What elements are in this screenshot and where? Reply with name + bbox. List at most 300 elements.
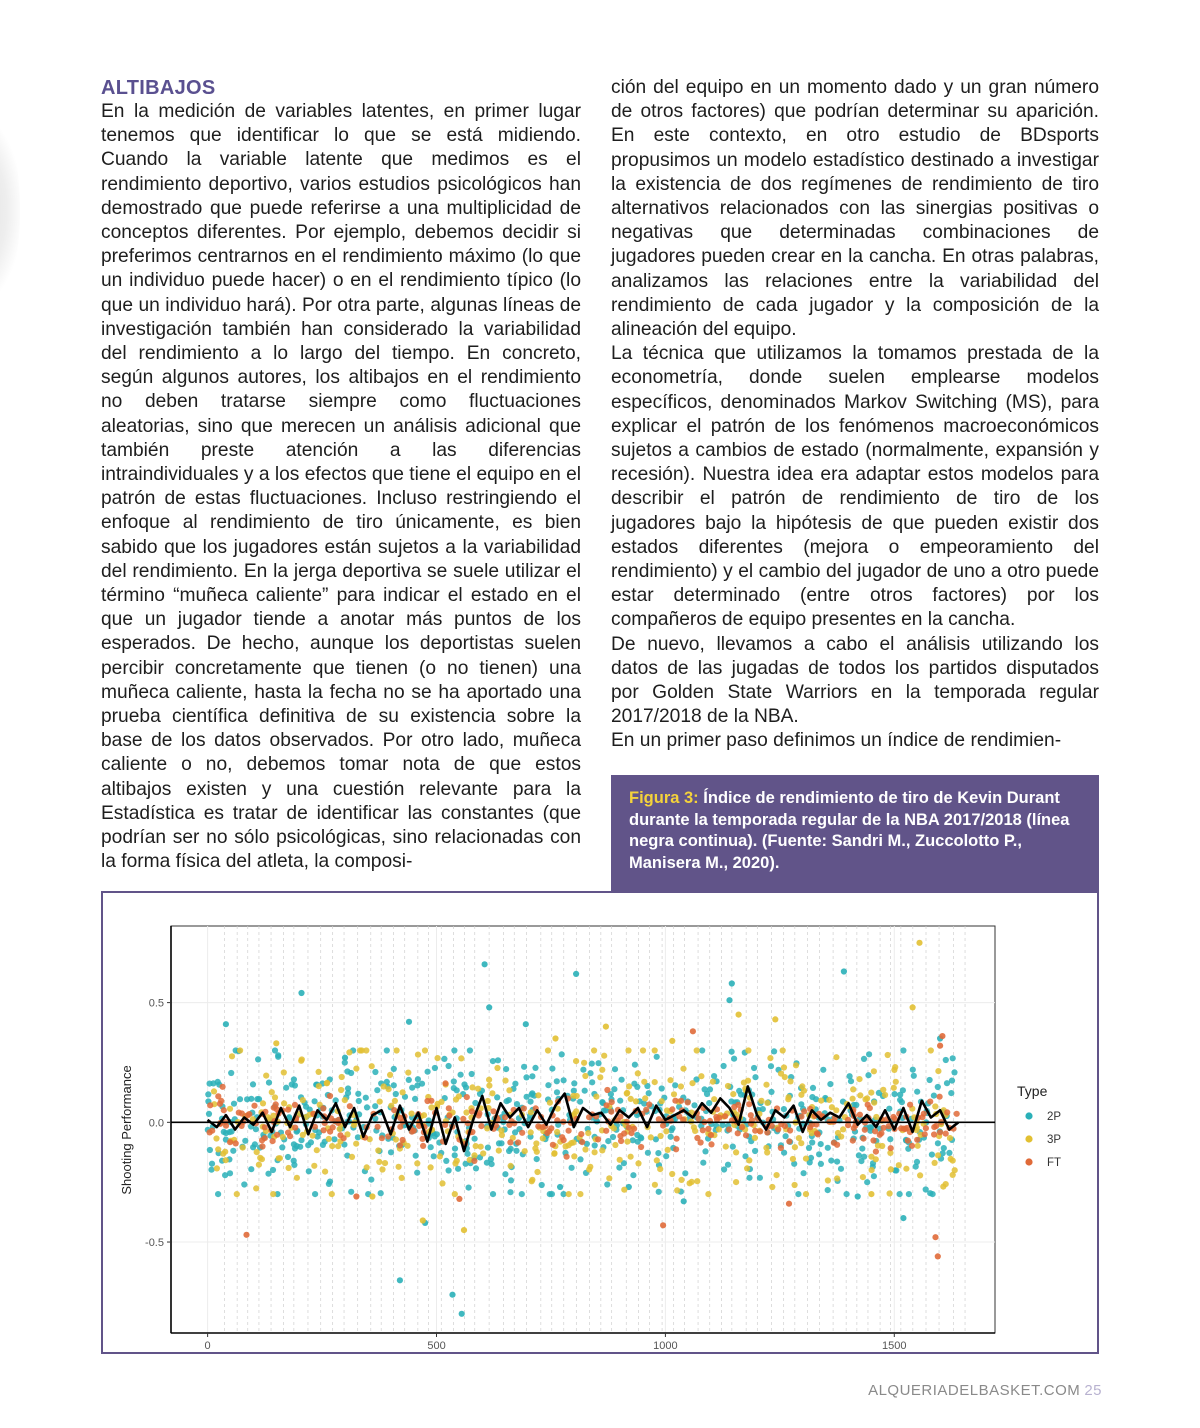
point-2p [899,1099,905,1105]
point-3p [857,1092,863,1098]
point-2p [935,1140,941,1146]
point-3p [744,1165,750,1171]
figure-3-chart [101,891,1099,1354]
point-ft [442,1080,448,1086]
point-3p [375,1147,381,1153]
point-3p [485,1098,491,1104]
point-3p [329,1191,335,1197]
point-3p [473,1143,479,1149]
point-3p [621,1187,627,1193]
point-2p [682,1170,688,1176]
point-ft [752,1128,758,1134]
point-2p [950,1055,956,1061]
point-3p [664,1107,670,1113]
point-3p [663,1128,669,1134]
point-2p [306,1168,312,1174]
y-axis-label: Shooting Performance [119,1065,134,1195]
point-2p [485,1145,491,1151]
point-3p [917,1172,923,1178]
point-2p [897,1191,903,1197]
point-2p [700,1160,706,1166]
point-2p [577,1156,583,1162]
point-2p [865,1072,871,1078]
point-3p [223,1157,229,1163]
point-3p [396,1164,402,1170]
point-3p [896,1162,902,1168]
point-3p [652,1079,658,1085]
point-ft [379,1135,385,1141]
right-column [611,76,1099,754]
point-2p [253,1126,259,1132]
point-3p [342,1097,348,1103]
point-2p [944,1080,950,1086]
point-2p [634,1132,640,1138]
point-2p [711,1073,717,1079]
point-2p [414,1170,420,1176]
point-3p [635,1070,641,1076]
right-paragraph-4: En un primer paso definimos un índice de rendimien- [611,730,1062,752]
point-2p [941,1145,947,1151]
point-3p [585,1130,591,1136]
point-ft [775,1126,781,1132]
point-ft [786,1201,792,1207]
point-2p [721,1166,727,1172]
point-2p [931,1093,937,1099]
point-2p [494,1094,500,1100]
point-3p [592,1149,598,1155]
point-2p [897,1092,903,1098]
point-3p [547,1100,553,1106]
point-3p [871,1068,877,1074]
point-2p [252,1141,258,1147]
point-3p [551,1150,557,1156]
point-2p [855,1193,861,1199]
point-2p [729,1049,735,1055]
point-ft [801,1108,807,1114]
point-2p [237,1096,243,1102]
point-2p [768,1089,774,1095]
point-2p [927,1190,933,1196]
point-ft [660,1222,666,1228]
point-3p [628,1096,634,1102]
point-2p [451,1047,457,1053]
point-2p [910,1067,916,1073]
point-ft [353,1193,359,1199]
point-3p [803,1191,809,1197]
point-ft [608,1109,614,1115]
point-3p [603,1024,609,1030]
left-column [101,76,581,875]
point-2p [630,1172,636,1178]
point-3p [480,1150,486,1156]
point-ft [327,1093,333,1099]
point-2p [467,1047,473,1053]
point-3p [752,1135,758,1141]
point-2p [861,1056,867,1062]
point-3p [353,1066,359,1072]
point-3p [586,1166,592,1172]
point-2p [751,1065,757,1071]
point-3p [286,1165,292,1171]
point-2p [906,1191,912,1197]
point-2p [308,1139,314,1145]
point-2p [654,1054,660,1060]
point-2p [368,1177,374,1183]
y-tick-label: 0.5 [148,997,164,1010]
point-ft [890,1114,896,1120]
point-2p [298,990,304,996]
point-3p [577,1191,583,1197]
point-3p [745,1047,751,1053]
point-3p [774,1172,780,1178]
point-2p [283,1085,289,1091]
point-ft [375,1124,381,1130]
point-2p [374,1087,380,1093]
point-3p [624,1139,630,1145]
point-2p [911,1073,917,1079]
point-3p [606,1175,612,1181]
point-3p [214,1165,220,1171]
point-ft [578,1131,584,1137]
point-ft [690,1028,696,1034]
point-ft [330,1124,336,1130]
point-2p [345,1085,351,1091]
point-3p [363,1047,369,1053]
point-2p [580,1067,586,1073]
point-2p [668,1134,674,1140]
point-3p [772,1016,778,1022]
point-ft [274,1132,280,1138]
point-2p [702,1148,708,1154]
point-3p [237,1047,243,1053]
point-ft [609,1099,615,1105]
point-2p [514,1101,520,1107]
point-2p [818,1141,824,1147]
point-3p [254,1149,260,1155]
point-2p [725,1162,731,1168]
point-3p [227,1106,233,1112]
point-3p [498,1127,504,1133]
point-3p [891,1085,897,1091]
point-2p [859,1146,865,1152]
point-3p [554,1129,560,1135]
point-3p [220,1151,226,1157]
point-3p [298,1058,304,1064]
point-2p [254,1096,260,1102]
point-3p [903,1166,909,1172]
point-2p [619,1077,625,1083]
point-ft [731,1104,737,1110]
point-2p [554,1089,560,1095]
point-2p [461,1081,467,1087]
point-ft [815,1131,821,1137]
point-3p [612,1142,618,1148]
point-3p [826,1097,832,1103]
point-2p [388,1149,394,1155]
point-3p [377,1099,383,1105]
point-2p [632,1062,638,1068]
point-2p [841,968,847,974]
point-2p [207,1081,213,1087]
point-ft [464,1094,470,1100]
point-ft [446,1113,452,1119]
point-2p [519,1191,525,1197]
point-3p [582,1146,588,1152]
point-ft [927,1099,933,1105]
point-3p [369,1063,375,1069]
point-3p [868,1090,874,1096]
point-ft [860,1136,866,1142]
point-3p [834,1175,840,1181]
point-3p [687,1180,693,1186]
point-2p [699,1047,705,1053]
point-3p [692,1128,698,1134]
point-3p [253,1185,259,1191]
legend [1017,1083,1061,1169]
point-ft [695,1115,701,1121]
point-2p [577,1099,583,1105]
point-2p [914,1089,920,1095]
point-2p [847,1073,853,1079]
point-3p [723,1144,729,1150]
point-ft [603,1128,609,1134]
point-2p [838,1166,844,1172]
point-ft [933,1123,939,1129]
point-ft [460,1116,466,1122]
point-2p [630,1137,636,1143]
point-3p [540,1135,546,1141]
point-2p [502,1171,508,1177]
point-3p [316,1069,322,1075]
point-2p [372,1069,378,1075]
point-ft [471,1158,477,1164]
point-3p [270,1191,276,1197]
point-ft [564,1154,570,1160]
point-2p [342,1055,348,1061]
point-ft [566,1128,572,1134]
point-2p [209,1161,215,1167]
point-3p [678,1177,684,1183]
point-3p [952,1167,958,1173]
point-3p [916,940,922,946]
point-3p [458,1055,464,1061]
point-3p [873,1156,879,1162]
y-tick-label: 0.0 [148,1117,164,1130]
point-2p [927,1077,933,1083]
point-3p [860,1174,866,1180]
point-2p [646,1090,652,1096]
point-ft [673,1146,679,1152]
point-2p [393,1091,399,1097]
point-3p [624,1090,630,1096]
point-2p [557,1184,563,1190]
point-2p [413,1153,419,1159]
point-3p [928,1047,934,1053]
point-2p [312,1098,318,1104]
point-2p [363,1095,369,1101]
point-3p [339,1074,345,1080]
point-3p [463,1109,469,1115]
point-3p [665,1147,671,1153]
point-2p [406,1077,412,1083]
point-3p [652,1182,658,1188]
point-2p [856,1152,862,1158]
point-3p [711,1096,717,1102]
point-3p [461,1227,467,1233]
point-3p [420,1217,426,1223]
point-3p [364,1164,370,1170]
point-2p [825,1187,831,1193]
point-3p [769,1184,775,1190]
point-2p [469,1071,475,1077]
point-ft [220,1084,226,1090]
x-tick-label: 1000 [653,1340,678,1352]
point-3p [582,1073,588,1079]
point-3p [508,1163,514,1169]
point-2p [206,1111,212,1117]
point-3p [787,1078,793,1084]
point-2p [935,1084,941,1090]
point-2p [356,1098,362,1104]
point-3p [640,1047,646,1053]
point-ft [726,1126,732,1132]
point-ft [285,1107,291,1113]
point-2p [223,1130,229,1136]
point-2p [250,1081,256,1087]
point-2p [866,1051,872,1057]
point-2p [527,1099,533,1105]
point-2p [610,1134,616,1140]
point-2p [929,1152,935,1158]
point-ft [215,1093,221,1099]
point-3p [534,1169,540,1175]
point-3p [322,1169,328,1175]
point-3p [438,1099,444,1105]
point-2p [472,1136,478,1142]
point-3p [311,1163,317,1169]
point-2p [431,1153,437,1159]
point-3p [566,1191,572,1197]
point-3p [626,1083,632,1089]
point-2p [656,1189,662,1195]
point-3p [281,1100,287,1106]
point-2p [498,1140,504,1146]
point-ft [544,1130,550,1136]
point-3p [601,1053,607,1059]
point-2p [871,1173,877,1179]
point-ft [478,1123,484,1129]
point-3p [469,1084,475,1090]
point-2p [523,1021,529,1027]
point-2p [331,1136,337,1142]
point-3p [229,1053,235,1059]
point-3p [659,1098,665,1104]
point-3p [369,1193,375,1199]
point-3p [932,1160,938,1166]
point-3p [211,1088,217,1094]
point-ft [603,1102,609,1108]
point-3p [648,1134,654,1140]
point-3p [778,1071,784,1077]
legend-label-2p: 2P [1047,1111,1062,1123]
point-2p [887,1136,893,1142]
point-3p [667,1077,673,1083]
point-3p [799,1083,805,1089]
point-ft [705,1126,711,1132]
point-3p [694,1178,700,1184]
point-2p [771,1048,777,1054]
point-3p [260,1100,266,1106]
point-2p [227,1170,233,1176]
point-ft [321,1127,327,1133]
point-2p [215,1191,221,1197]
point-3p [869,1167,875,1173]
point-3p [833,1054,839,1060]
point-3p [767,1055,773,1061]
point-2p [809,1139,815,1145]
point-3p [840,1126,846,1132]
point-ft [923,1125,929,1131]
point-2p [473,1165,479,1171]
legend-label-ft: FT [1047,1157,1062,1169]
point-ft [233,1140,239,1146]
point-2p [783,1133,789,1139]
point-ft [604,1087,610,1093]
point-3p [394,1047,400,1053]
point-3p [269,1089,275,1095]
point-3p [932,1103,938,1109]
point-2p [582,1088,588,1094]
point-2p [443,1158,449,1164]
point-2p [279,1144,285,1150]
point-2p [303,1104,309,1110]
point-ft [935,1253,941,1259]
point-2p [320,1142,326,1148]
point-3p [887,1190,893,1196]
point-2p [452,1146,458,1152]
point-ft [397,1124,403,1130]
point-ft [669,1106,675,1112]
point-ft [851,1125,857,1131]
point-2p [265,1171,271,1177]
point-2p [432,1065,438,1071]
point-2p [736,1088,742,1094]
figure-caption-text: Índice de rendimiento de tiro de Kevin Durant durante la temporada regular de la NBA 2017/2018 (línea negra continua). (Fuente: Sandri M., Zuccolotto P., Manisera M., 2020). [629,789,1070,872]
point-2p [604,1181,610,1187]
point-2p [545,1082,551,1088]
point-3p [829,1104,835,1110]
point-3p [873,1114,879,1120]
point-ft [550,1142,556,1148]
point-ft [646,1101,652,1107]
point-ft [239,1110,245,1116]
page-footer [868,1382,1102,1399]
point-2p [892,1091,898,1097]
point-2p [757,1175,763,1181]
point-ft [834,1142,840,1148]
point-2p [327,1179,333,1185]
point-3p [563,1143,569,1149]
point-2p [355,1091,361,1097]
point-ft [708,1132,714,1138]
point-ft [246,1111,252,1117]
point-2p [364,1104,370,1110]
point-ft [943,1131,949,1137]
point-3p [671,1091,677,1097]
point-3p [915,1143,921,1149]
point-ft [262,1124,268,1130]
point-2p [612,1066,618,1072]
